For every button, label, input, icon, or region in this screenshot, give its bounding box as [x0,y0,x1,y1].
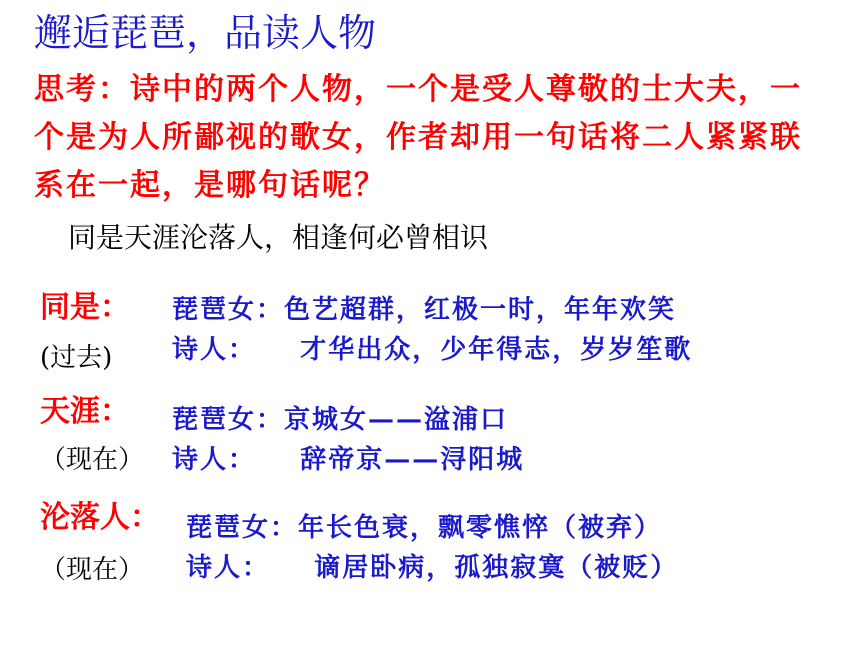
section-pipa-line-3: 琵琶女：年长色衰，飘零憔悴（被弃） [186,513,663,543]
section-time-present-2: （现在） [40,555,145,585]
section-poet-line-2: 诗人： 辞帝京——浔阳城 [172,445,525,475]
section-poet-line-1: 诗人： 才华出众，少年得志，岁岁笙歌 [172,335,693,365]
section-time-past: (过去) [40,343,113,373]
slide-title: 邂逅琵琶，品读人物 [34,11,377,55]
section-pipa-line-2: 琵琶女：京城女——湓浦口 [172,405,509,435]
section-label-lunluoren: 沦落人： [40,500,160,535]
section-time-present-1: （现在） [40,445,145,475]
question-text: 思考：诗中的两个人物，一个是受人尊敬的士大夫，一个是为人所鄙视的歌女，作者却用一句话将二人紧紧联系在一起，是哪句话呢？ [34,72,802,203]
answer-line: 同是天涯沦落人，相逢何必曾相识 [68,221,489,254]
section-pipa-line-1: 琵琶女：色艺超群，红极一时，年年欢笑 [172,295,677,325]
section-label-tianya: 天涯： [40,394,130,429]
section-label-tongshi: 同是： [40,290,130,325]
section-poet-line-3: 诗人： 谪居卧病，孤独寂寞（被贬） [186,553,679,583]
